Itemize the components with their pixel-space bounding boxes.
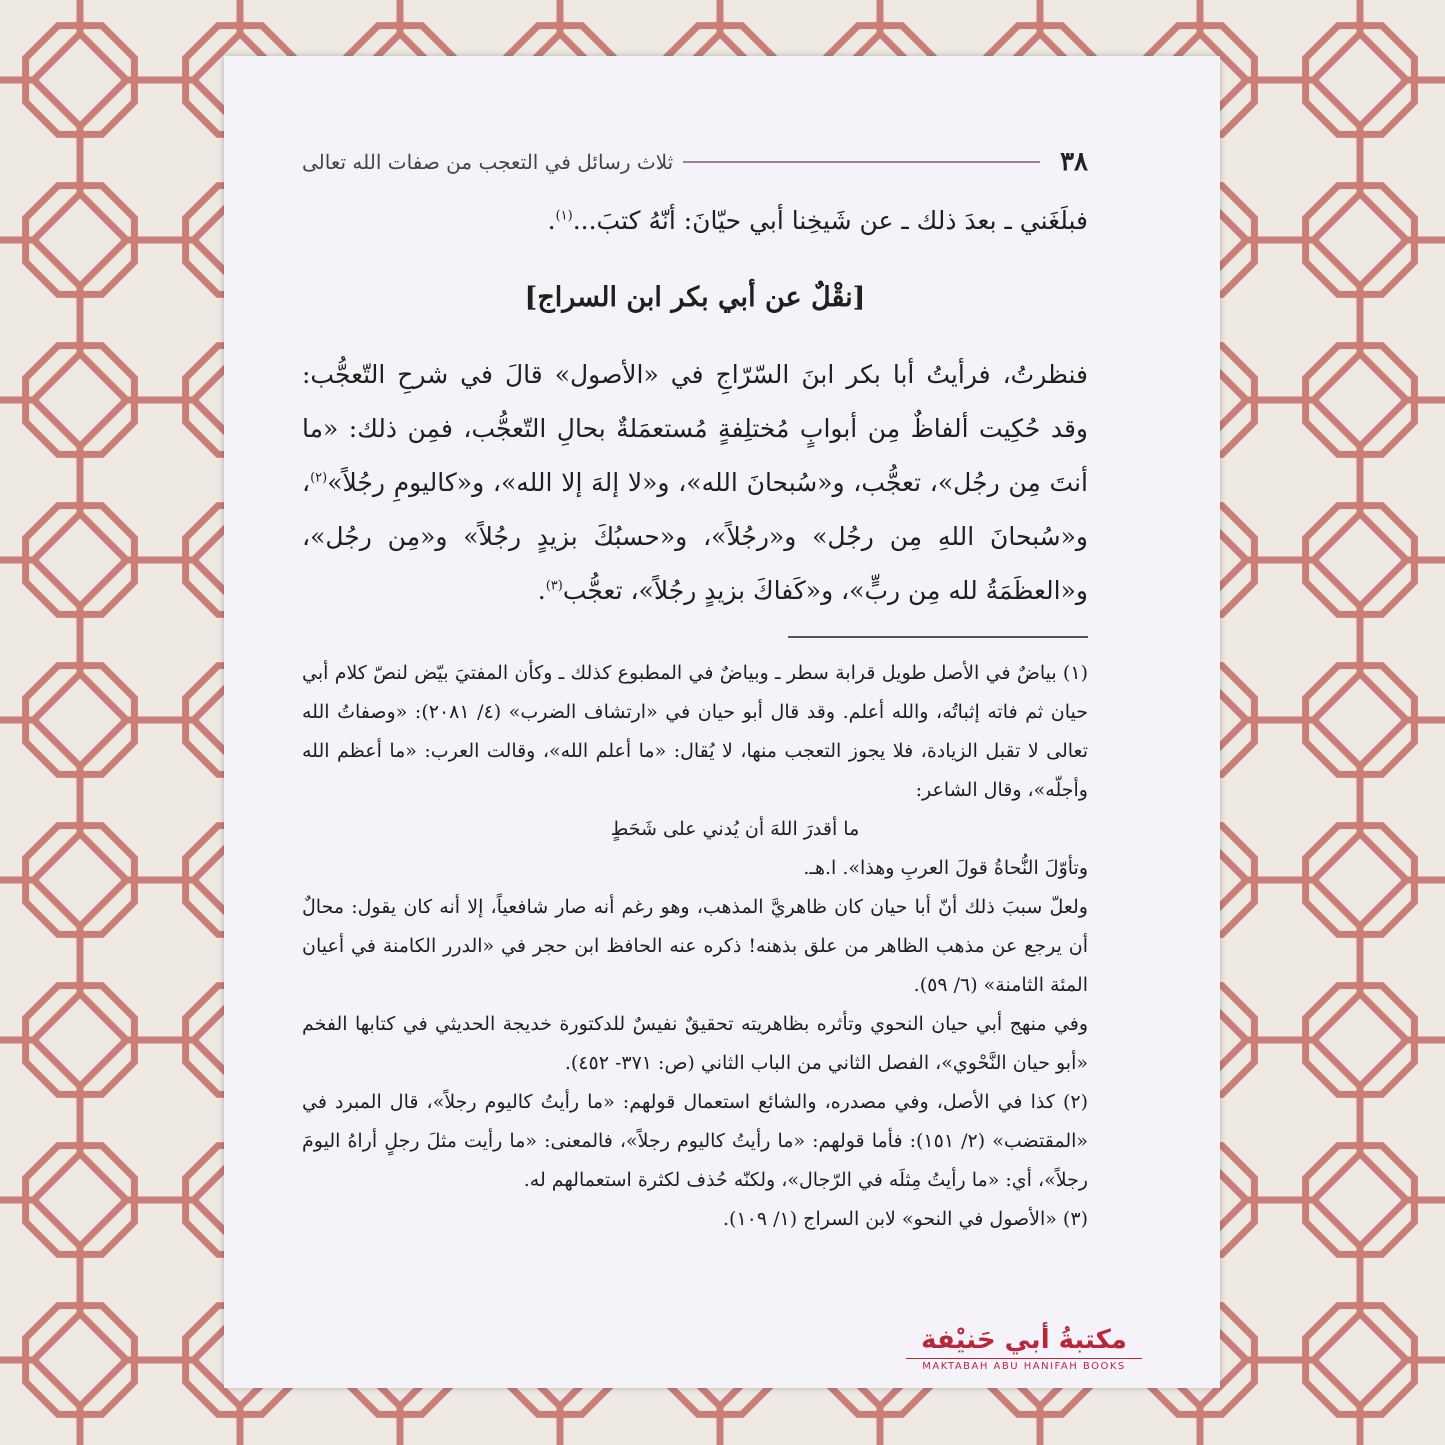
- lattice-octagon: [1360, 80, 1445, 240]
- header-rule: [683, 161, 1040, 163]
- lattice-octagon: [1200, 400, 1360, 560]
- page-number: ٣٨: [1060, 147, 1088, 177]
- lattice-octagon: [26, 1306, 135, 1415]
- lattice-octagon: [80, 240, 240, 400]
- lattice-octagon: [1360, 1200, 1445, 1360]
- lattice-octagon: [26, 1146, 135, 1255]
- lattice-octagon: [1360, 0, 1445, 80]
- lattice-octagon: [80, 880, 240, 1040]
- main-paragraph: [302, 348, 1088, 618]
- lattice-octagon: [80, 560, 240, 720]
- lattice-octagon: [1306, 346, 1415, 455]
- lattice-octagon: [80, 1360, 240, 1445]
- lattice-octagon: [1306, 986, 1415, 1095]
- lattice-octagon: [1306, 1306, 1415, 1415]
- footnotes: [302, 654, 1088, 1239]
- footnote-3-text: (٣) «الأصول في النحو» لابن السراج (١/ ١٠٩).: [722, 1208, 1088, 1230]
- footnote-1-text: (١) بياضٌ في الأصل طويل قرابة سطر ـ وبياضٌ في المطبوع كذلك ـ وكأن المفتيَ بيّض لنصّ كلام أبي حيان ثم فاته إثباتُه، والله أعلم. وقد قال أبو حيان في «ارتشاف الضرب» (٤/ ٢٠٨١): «وصفاتُ الله تعالى لا تقبل الزيادة، فلا يجوز التعجب منها، لا يُقال: «ما أعلم الله»، وقالت العرب: «ما أعظم الله وأجلّه»، وقال الشاعر:: [302, 662, 1088, 801]
- lattice-octagon: [80, 1200, 240, 1360]
- paragraph-part-2: ، و«سُبحانَ اللهِ مِن رجُل» و«رجُلاً»، و«حسبُكَ بزيدٍ رجُلاً» و«مِن رجُل»، و«العظَمَةُ لله مِن ربٍّ»، و«كَفاكَ بزيدٍ رجُلاً»، تعجُّب: [302, 468, 1088, 605]
- lattice-octagon: [26, 186, 135, 295]
- lattice-octagon: [0, 1200, 80, 1360]
- lattice-octagon: [0, 80, 80, 240]
- section-heading: [نقْلٌ عن أبي بكر ابن السراج]: [524, 282, 866, 313]
- lattice-octagon: [1200, 720, 1360, 880]
- page-content: [302, 144, 1088, 1239]
- lattice-octagon: [1200, 1360, 1360, 1445]
- lattice-octagon: [26, 826, 135, 935]
- lattice-octagon: [1306, 186, 1415, 295]
- paragraph-end: .: [537, 576, 546, 605]
- lattice-octagon: [0, 1040, 80, 1200]
- lattice-octagon: [26, 346, 135, 455]
- lattice-octagon: [1200, 1200, 1360, 1360]
- lattice-octagon: [1306, 666, 1415, 775]
- lattice-octagon: [26, 666, 135, 775]
- footnote-ref-3: (٣): [545, 578, 563, 594]
- lattice-octagon: [1200, 80, 1360, 240]
- lattice-octagon: [1360, 1040, 1445, 1200]
- footnote-1-verse: ما أقدرَ اللهَ أن يُدني على شَحَطٍ: [610, 818, 860, 840]
- lattice-octagon: [1200, 560, 1360, 720]
- lattice-octagon: [1200, 240, 1360, 400]
- lattice-octagon: [80, 400, 240, 560]
- lattice-octagon: [1360, 880, 1445, 1040]
- lattice-octagon: [26, 506, 135, 615]
- publisher-watermark: [900, 1324, 1148, 1376]
- intro-text: فبلَغَني ـ بعدَ ذلك ـ عن شَيخِنا أبي حيّانَ: أنّهُ كتبَ...: [572, 206, 1088, 235]
- lattice-octagon: [0, 240, 80, 400]
- lattice-octagon: [0, 720, 80, 880]
- lattice-octagon: [1360, 720, 1445, 880]
- lattice-octagon: [1360, 1360, 1445, 1445]
- footnote-1-closing: وتأوّلَ النُّحاةُ قولَ العربِ وهذا». ا.هـ.: [803, 857, 1088, 879]
- lattice-octagon: [1200, 0, 1360, 80]
- lattice-octagon: [1306, 826, 1415, 935]
- footnote-separator: [788, 636, 1088, 638]
- footnote-1-comment: ولعلّ سببَ ذلك أنّ أبا حيان كان ظاهريَّ المذهب، وهو رغم أنه صار شافعياً، إلا أنه كان يقول: محالٌ أن يرجع عن مذهب الظاهر من علق بذهنه! ذكره عنه الحافظ ابن حجر في «الدرر الكامنة في أعيان المئة الثامنة» (٦/ ٥٩).: [302, 896, 1088, 996]
- lattice-octagon: [1200, 1040, 1360, 1200]
- footnote-1-further: وفي منهج أبي حيان النحوي وتأثره بظاهريته تحقيقٌ نفيسٌ للدكتورة خديجة الحديثي في كتابها الفخم «أبو حيان النَّحْوي»، الفصل الثاني من الباب الثاني (ص: ٣٧١- ٤٥٢).: [302, 1013, 1088, 1074]
- book-page: [224, 56, 1220, 1388]
- footnote-ref-1: (١): [555, 208, 573, 224]
- lattice-octagon: [80, 720, 240, 880]
- footnote-separator-wrap: [302, 636, 1088, 638]
- paragraph-part-1: فنظرتُ، فرأيتُ أبا بكر ابنَ السّرّاجِ في «الأصول» قالَ في شرحِ التّعجُّب: وقد حُكِيت ألفاظٌ مِن أبوابٍ مُختلِفةٍ مُستعمَلةٌ بحالِ التّعجُّب، فمِن ذلك: «ما أنتَ مِن رجُل»، تعجُّب، و«سُبحانَ الله»، و«لا إلهَ إلا الله»، و«كاليومِ رجُلاً»: [302, 360, 1088, 497]
- lattice-octagon: [1360, 400, 1445, 560]
- watermark-arabic: مكتبةُ أبي حَنيْفة: [921, 1325, 1127, 1355]
- lattice-octagon: [80, 80, 240, 240]
- book-title: ثلاث رسائل في التعجب من صفات الله تعالى: [302, 150, 674, 174]
- footnote-ref-2: (٢): [310, 470, 328, 486]
- intro-line: فبلَغَني ـ بعدَ ذلك ـ عن شَيخِنا أبي حيّانَ: أنّهُ كتبَ...$^{(١)}$.: [547, 206, 1088, 235]
- lattice-octagon: [1306, 26, 1415, 135]
- lattice-octagon: [0, 880, 80, 1040]
- lattice-octagon: [0, 400, 80, 560]
- lattice-octagon: [1306, 506, 1415, 615]
- lattice-octagon: [26, 26, 135, 135]
- lattice-octagon: [26, 986, 135, 1095]
- lattice-octagon: [80, 1040, 240, 1200]
- footnote-2-text: (٢) كذا في الأصل، وفي مصدره، والشائع استعمال قولهم: «ما رأيتُ كاليوم رجلاً»، قال المبرد في «المقتضب» (٢/ ١٥١): فأما قولهم: «ما رأيتُ كاليوم رجلاً»، فالمعنى: «ما رأيت مثلَ رجلٍ أراهُ اليومَ رجلاً»، أي: «ما رأيتُ مِثلَه في الرّجال»، ولكنّه حُذف لكثرة استعمالهم له.: [302, 1091, 1089, 1191]
- watermark-latin: MAKTABAH ABU HANIFAH BOOKS: [906, 1358, 1142, 1372]
- lattice-octagon: [1200, 880, 1360, 1040]
- lattice-octagon: [0, 560, 80, 720]
- lattice-octagon: [0, 1360, 80, 1445]
- lattice-octagon: [1306, 1146, 1415, 1255]
- running-header: [302, 144, 1088, 180]
- lattice-octagon: [80, 0, 240, 80]
- lattice-octagon: [1360, 560, 1445, 720]
- lattice-octagon: [1360, 240, 1445, 400]
